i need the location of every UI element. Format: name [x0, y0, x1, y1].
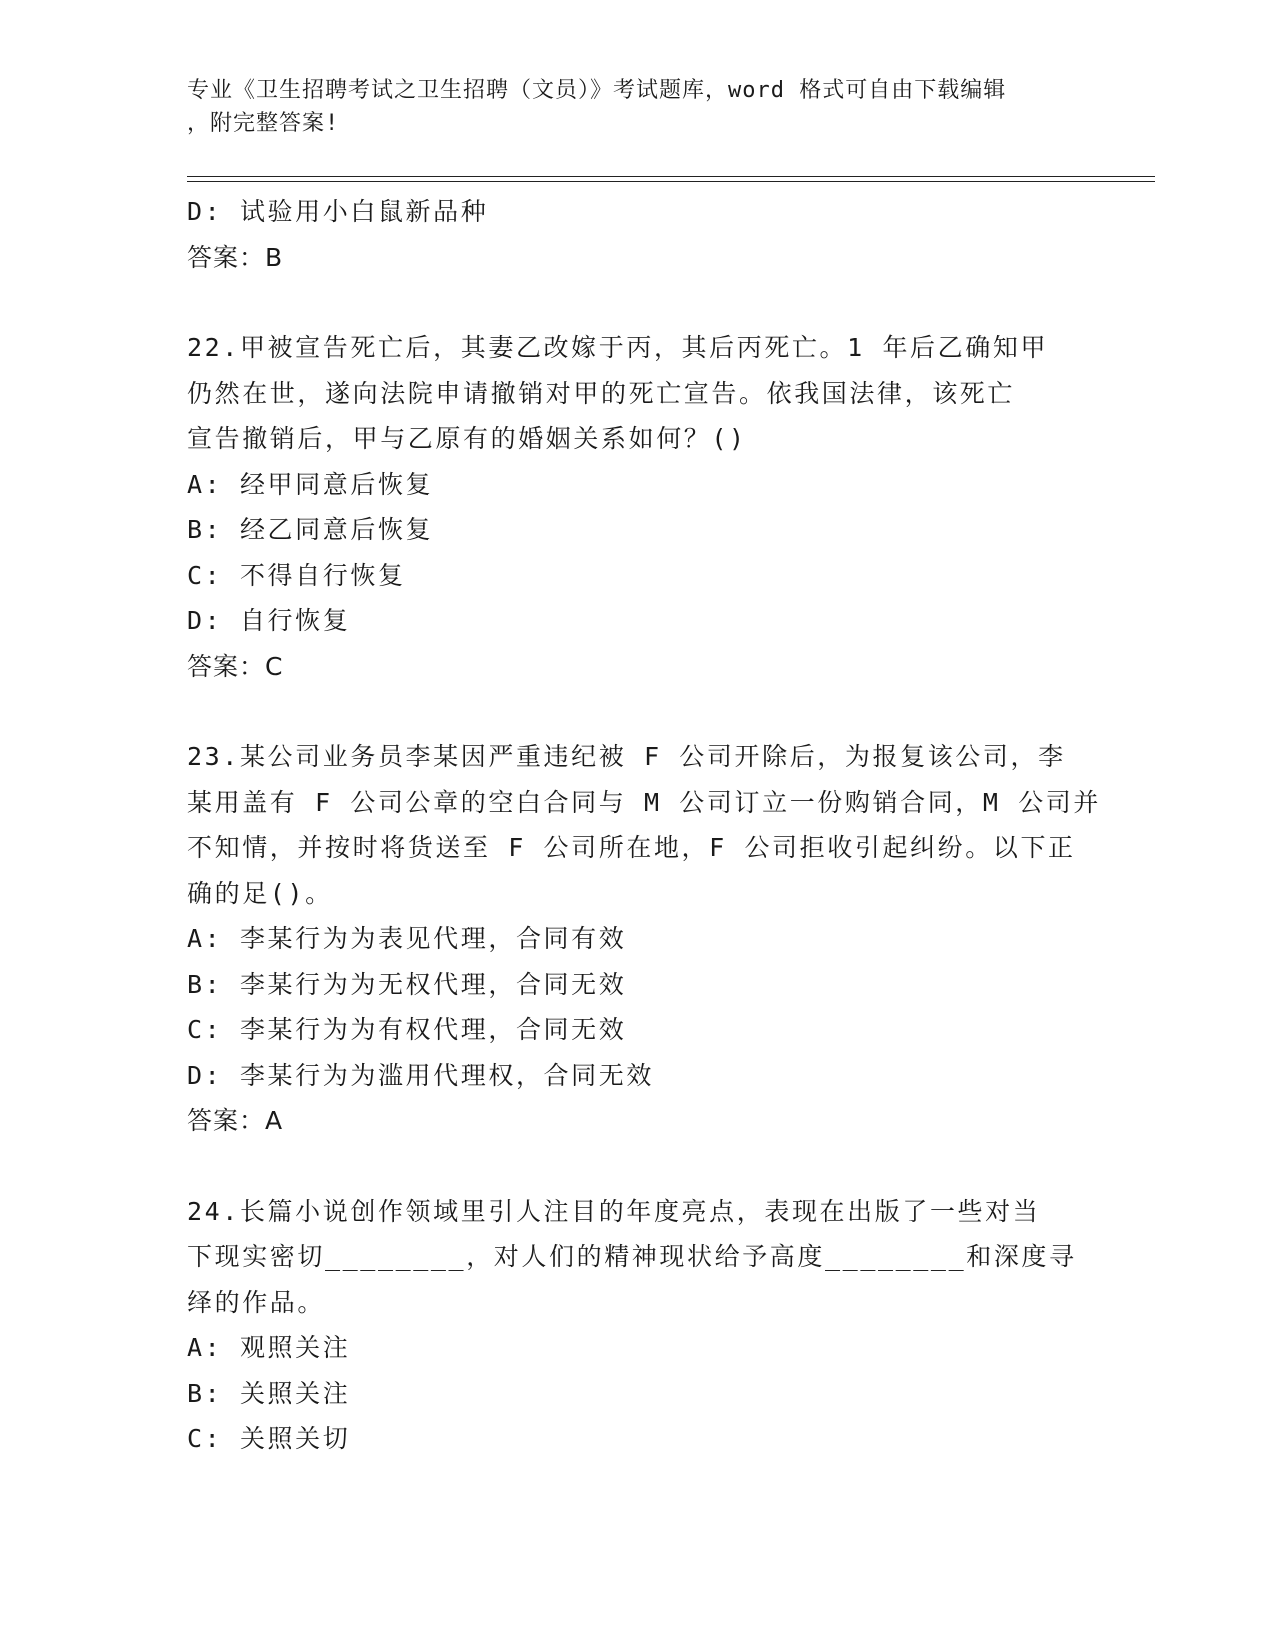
question-22 — [187, 325, 1087, 689]
question-text-line: 不知情，并按时将货送至 F 公司所在地，F 公司拒收引起纠纷。以下正 — [187, 833, 1076, 862]
header-line-2: ，附完整答案! — [187, 111, 340, 136]
option-d: D: 自行恢复 — [187, 606, 351, 635]
answer-line: 答案：C — [187, 651, 284, 681]
option-d: D: 试验用小白鼠新品种 — [187, 197, 489, 226]
option-b: B: 经乙同意后恢复 — [187, 515, 434, 544]
option-a: A: 李某行为为表见代理，合同有效 — [187, 924, 627, 953]
question-24 — [187, 1189, 1087, 1462]
option-a: A: 经甲同意后恢复 — [187, 469, 434, 499]
header-divider-top — [187, 176, 1155, 177]
option-c: C: 李某行为为有权代理，合同无效 — [187, 1015, 627, 1044]
question-text-line: 23.某公司业务员李某因严重违纪被 F 公司开除后，为报复该公司，李 — [187, 742, 1066, 771]
question-text-line: 某用盖有 F 公司公章的空白合同与 M 公司订立一份购销合同，M 公司并 — [187, 787, 1102, 817]
option-d: D: 李某行为为滥用代理权，合同无效 — [187, 1060, 654, 1090]
header-line-1: 专业《卫生招聘考试之卫生招聘（文员）》考试题库，word 格式可自由下载编辑 — [187, 78, 1007, 103]
option-c: C: 关照关切 — [187, 1424, 351, 1453]
option-b: B: 李某行为为无权代理，合同无效 — [187, 969, 627, 999]
answer-line: 答案：B — [187, 242, 284, 272]
document-body — [187, 189, 1102, 1462]
option-c: C: 不得自行恢复 — [187, 560, 406, 590]
question-23 — [187, 734, 1102, 1144]
document-header — [187, 74, 1067, 140]
question-text-line: 绎的作品。 — [187, 1287, 326, 1317]
header-divider-bottom — [187, 181, 1155, 182]
question-text-line: 24.长篇小说创作领域里引人注目的年度亮点，表现在出版了一些对当 — [187, 1196, 1041, 1226]
question-text-line: 仍然在世，遂向法院申请撤销对甲的死亡宣告。依我国法律，该死亡 — [187, 378, 1016, 408]
option-a: A: 观照关注 — [187, 1333, 351, 1362]
question-text-line: 确的足()。 — [187, 878, 333, 908]
question-text-line: 下现实密切________，对人们的精神现状给予高度________和深度寻 — [187, 1242, 1077, 1271]
question-text-line: 宣告撤销后，甲与乙原有的婚姻关系如何？() — [187, 424, 747, 453]
answer-line: 答案：A — [187, 1106, 284, 1135]
question-text-line: 22.甲被宣告死亡后，其妻乙改嫁于丙，其后丙死亡。1 年后乙确知甲 — [187, 333, 1049, 362]
option-b: B: 关照关注 — [187, 1378, 351, 1408]
previous-question-tail — [187, 189, 1087, 280]
